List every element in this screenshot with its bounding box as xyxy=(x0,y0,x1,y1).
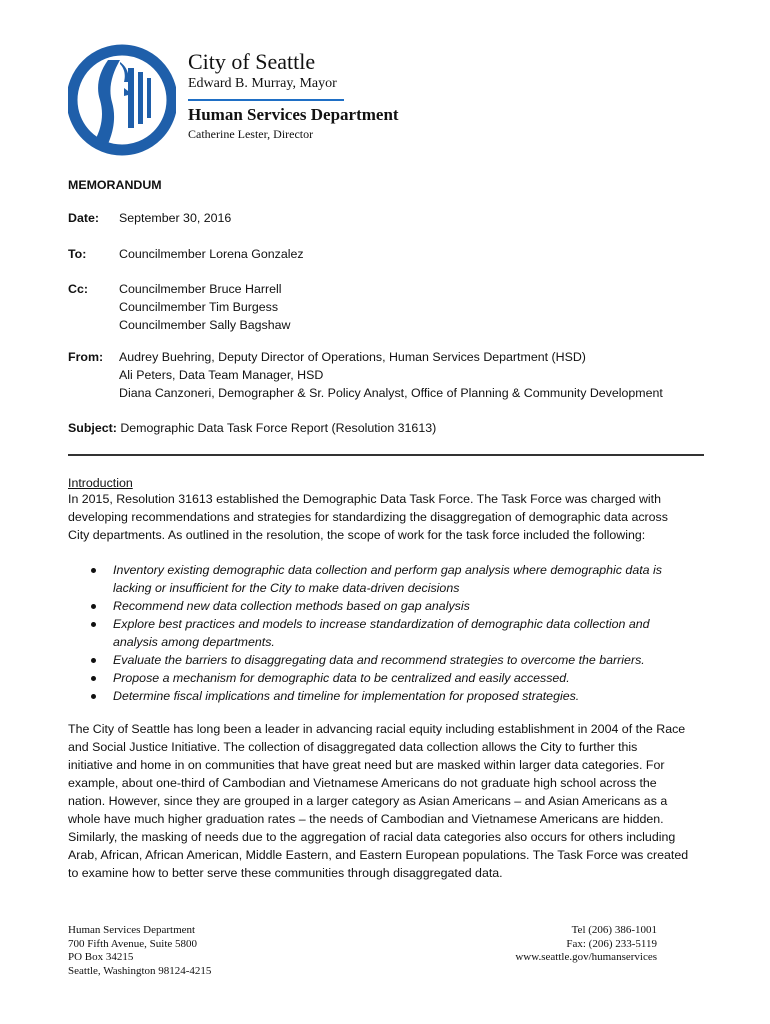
to-value: Councilmember Lorena Gonzalez xyxy=(119,247,304,261)
bullet-icon xyxy=(91,676,96,681)
cc-line: Councilmember Tim Burgess xyxy=(119,300,279,314)
paragraph-line: developing recommendations and strategies for standardizing the disaggregation of demographic data across xyxy=(68,510,668,524)
from-line: Audrey Buehring, Deputy Director of Operations, Human Services Department (HSD) xyxy=(119,350,586,364)
intro-paragraph xyxy=(68,490,708,544)
paragraph-line: to examine how to better serve these communities through disaggregated data. xyxy=(68,866,503,880)
bullet-line: Explore best practices and models to increase standardization of demographic data collection and xyxy=(113,617,650,631)
subject-line xyxy=(68,419,436,437)
from-line: Ali Peters, Data Team Manager, HSD xyxy=(119,368,324,382)
city-name: City of Seattle xyxy=(188,49,316,74)
paragraph-line: In 2015, Resolution 31613 established the Demographic Data Task Force. The Task Force was charged with xyxy=(68,492,662,506)
paragraph-line: City departments. As outlined in the resolution, the scope of work for the task force included the following: xyxy=(68,528,646,542)
bullet-icon xyxy=(91,604,96,609)
from-label: From: xyxy=(68,350,104,364)
bullet-item xyxy=(68,615,708,651)
footer-line: Human Services Department xyxy=(68,924,196,936)
bullet-item xyxy=(68,597,708,615)
paragraph-line: example, about one-third of Cambodian and Vietnamese Americans do not graduate high school across the xyxy=(68,776,657,790)
cc-line: Councilmember Bruce Harrell xyxy=(119,282,282,296)
bullet-item xyxy=(68,651,708,669)
paragraph-line: whole have much higher graduation rates – the needs of Cambodian and Vietnamese Americans are hidden. xyxy=(68,812,664,826)
footer-line: Seattle, Washington 98124-4215 xyxy=(68,964,212,977)
footer-line: PO Box 34215 xyxy=(68,951,134,963)
bullet-icon xyxy=(91,694,96,699)
bullet-item xyxy=(68,687,708,705)
to-label: To: xyxy=(68,247,87,261)
bullet-line: lacking or insufficient for the City to make data-driven decisions xyxy=(113,581,460,595)
director-name: Catherine Lester, Director xyxy=(188,127,314,141)
subject-value: Demographic Data Task Force Report (Resolution 31613) xyxy=(120,421,437,435)
introduction-heading: Introduction xyxy=(68,476,133,490)
footer-contact xyxy=(515,924,657,965)
memo-title: MEMORANDUM xyxy=(68,178,162,192)
bullet-icon xyxy=(91,658,96,663)
section-divider xyxy=(68,454,704,456)
bullet-line: Recommend new data collection methods based on gap analysis xyxy=(113,599,470,613)
paragraph-line: initiative and home in on communities that have great need but are masked within larger data categories. For xyxy=(68,758,665,772)
from-line: Diana Canzoneri, Demographer & Sr. Policy Analyst, Office of Planning & Community Development xyxy=(119,386,663,400)
footer-phone: Tel (206) 386-1001 xyxy=(571,924,657,936)
paragraph-line: The City of Seattle has long been a leader in advancing racial equity including establishment in 2004 of the Race xyxy=(68,722,686,736)
bullet-item xyxy=(68,561,708,597)
paragraph-line: nation. However, since they are grouped in a larger category as Asian Americans – and Asian Americans as a xyxy=(68,794,668,808)
cc-line: Councilmember Sally Bagshaw xyxy=(119,318,291,332)
bullet-line: Determine fiscal implications and timeline for implementation for proposed strategies. xyxy=(113,689,580,703)
bullet-line: Evaluate the barriers to disaggregating data and recommend strategies to overcome the barriers. xyxy=(113,653,645,667)
equity-paragraph xyxy=(68,720,708,882)
department-name: Human Services Department xyxy=(188,105,399,124)
paragraph-line: and Social Justice Initiative. The collection of disaggregated data collection allows the City to further this xyxy=(68,740,638,754)
mayor-name: Edward B. Murray, Mayor xyxy=(188,76,337,91)
letterhead-rule xyxy=(188,99,344,101)
bullet-line: Propose a mechanism for demographic data to be centralized and easily accessed. xyxy=(113,671,570,685)
bullet-line: analysis among departments. xyxy=(113,635,275,649)
bullet-icon xyxy=(91,622,96,627)
city-seal-logo xyxy=(68,44,176,156)
subject-label: Subject: xyxy=(68,421,117,435)
date-label: Date: xyxy=(68,211,99,225)
date-value: September 30, 2016 xyxy=(119,211,232,225)
bullet-icon xyxy=(91,568,96,573)
scope-bullet-list xyxy=(68,561,708,705)
footer-website-link[interactable]: www.seattle.gov/humanservices xyxy=(515,951,657,963)
bullet-line: Inventory existing demographic data collection and perform gap analysis where demographic data is xyxy=(113,563,662,577)
footer-line: 700 Fifth Avenue, Suite 5800 xyxy=(68,937,198,950)
paragraph-line: Similarly, the masking of needs due to the aggregation of racial data categories also occurs for others including xyxy=(68,830,676,844)
bullet-item xyxy=(68,669,708,687)
footer-fax: Fax: (206) 233-5119 xyxy=(566,937,657,950)
footer-address xyxy=(68,924,211,978)
cc-label: Cc: xyxy=(68,282,88,296)
paragraph-line: Arab, African, African American, Middle Eastern, and Eastern European populations. The Task Force was created xyxy=(68,848,689,862)
